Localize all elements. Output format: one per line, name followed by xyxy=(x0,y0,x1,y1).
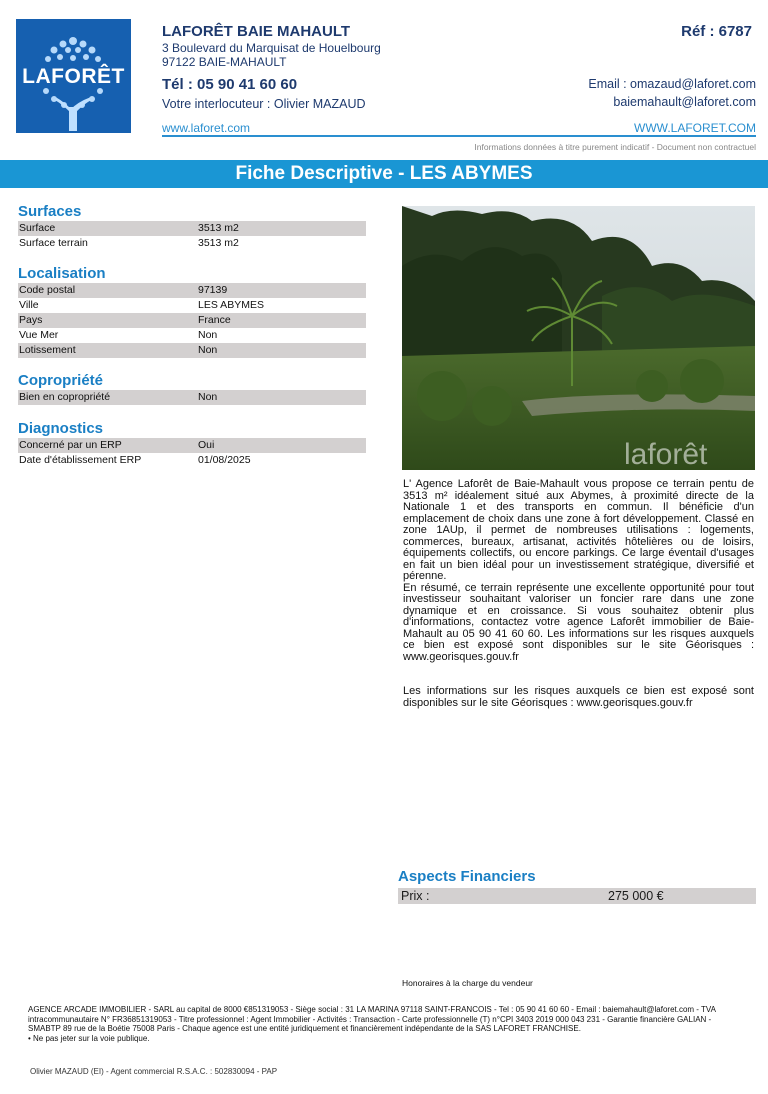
table-row xyxy=(18,298,366,313)
contact-email[interactable]: Email : omazaud@laforet.com xyxy=(588,77,756,91)
row-value: Non xyxy=(198,329,218,341)
table-row xyxy=(18,343,366,358)
agency-address-line2: 97122 BAIE-MAHAULT xyxy=(162,55,287,69)
row-value: Non xyxy=(198,391,218,403)
website-link[interactable]: www.laforet.com xyxy=(162,121,251,135)
table-row xyxy=(18,328,366,343)
row-label: Concerné par un ERP xyxy=(19,439,122,451)
row-label: Bien en copropriété xyxy=(19,391,111,403)
section-title: Localisation xyxy=(18,265,106,282)
page-title: Fiche Descriptive - LES ABYMES xyxy=(0,160,768,188)
row-label: Lotissement xyxy=(19,344,76,356)
description-paragraph: L' Agence Laforêt de Baie-Mahault vous propose ce terrain pentu de 3513 m² idéalement situé aux Abymes, à proximité directe de la Nationale 1 et des transports en commun. Il bénéficie d'un emplacement de choix dans une zone à fort développement. Classé en zone 1AUp, il permet de nombreuses utilisations : logements, commerces, bureaux, artisanat, activités hôtelières ou de loisirs, équipements collectifs, ou encore parkings. Ce large éventail d'usages en fait un bien idéal pour un investissement stratégique, diversifié et pérenne. xyxy=(403,478,754,582)
agency-name: LAFORÊT BAIE MAHAULT xyxy=(162,23,351,40)
photo-watermark: laforêt xyxy=(624,438,708,470)
table-row xyxy=(18,390,366,405)
table-row xyxy=(18,221,366,236)
row-label: Ville xyxy=(19,299,39,311)
row-value: 3513 m2 xyxy=(198,237,239,249)
table-row xyxy=(18,313,366,328)
section-title: Surfaces xyxy=(18,203,82,220)
row-label: Vue Mer xyxy=(19,329,59,341)
row-value: 3513 m2 xyxy=(198,222,239,234)
legal-text: AGENCE ARCADE IMMOBILIER - SARL au capital de 8000 €851319053 - Siège social : 31 LA MARINA 97118 SAINT-FRANCOIS - Tel : 05 90 41 60 60 - Email : baiemahault@laforet.com - TVA intracommunautaire N° FR36851319053 - Titre professionnel : Agent Immobilier - Activités : Transaction - Carte professionnelle (T) n°CPI 3403 2019 000 043 231 - Garantie financière GALIAN - SMABTP 89 rue de la Boétie 75008 Paris - Chaque agence est une entité juridiquement et financièrement indépendante de la SAS LAFORET FRANCHISE. xyxy=(28,1005,716,1033)
disclaimer: Informations données à titre purement indicatif - Document non contractuel xyxy=(474,142,756,152)
row-label: Surface terrain xyxy=(19,237,88,249)
row-value: LES ABYMES xyxy=(198,299,264,311)
row-label: Pays xyxy=(19,314,43,326)
section-localisation xyxy=(18,265,366,358)
row-value: Non xyxy=(198,344,218,356)
price-value: 275 000 € xyxy=(608,889,664,903)
agency-phone: Tél : 05 90 41 60 60 xyxy=(162,76,298,93)
property-photo xyxy=(402,206,755,470)
financial-title: Aspects Financiers xyxy=(398,868,536,885)
price-row xyxy=(398,888,756,904)
section-copropriete xyxy=(18,372,366,405)
row-label: Date d'établissement ERP xyxy=(19,454,142,466)
table-row xyxy=(18,236,366,251)
table-row xyxy=(18,453,366,468)
section-surfaces xyxy=(18,203,366,251)
agency-contact: Votre interlocuteur : Olivier MAZAUD xyxy=(162,97,366,111)
agency-address-line1: 3 Boulevard du Marquisat de Houelbourg xyxy=(162,41,381,55)
laforet-logo xyxy=(16,19,131,133)
table-row xyxy=(18,283,366,298)
row-value: France xyxy=(198,314,231,326)
footer-note: • Ne pas jeter sur la voie publique. xyxy=(28,1033,150,1043)
section-title: Copropriété xyxy=(18,372,104,389)
property-description xyxy=(403,479,754,709)
table-row xyxy=(18,438,366,453)
description-paragraph: Les informations sur les risques auxquels ce bien est exposé sont disponibles sur le site Géorisques : www.georisques.gouv.fr xyxy=(403,685,754,709)
header-divider xyxy=(162,135,756,137)
row-value: Oui xyxy=(198,439,215,451)
row-value: 01/08/2025 xyxy=(198,454,251,466)
row-label: Code postal xyxy=(19,284,76,296)
website-link-upper[interactable]: WWW.LAFORET.COM xyxy=(634,121,756,135)
agency-email[interactable]: baiemahault@laforet.com xyxy=(613,95,756,109)
price-label: Prix : xyxy=(401,889,430,903)
section-diagnostics xyxy=(18,420,366,468)
reference-number: Réf : 6787 xyxy=(681,23,752,40)
legal-footer xyxy=(28,1005,740,1043)
row-label: Surface xyxy=(19,222,56,234)
row-value: 97139 xyxy=(198,284,228,296)
description-paragraph: En résumé, ce terrain représente une excellente opportunité pour tout investisseur souhaitant valoriser un foncier rare dans une zone dynamique et en croissance. Si vous souhaitez obtenir plus d'informations, contactez votre agence Laforêt immobilier de Baie-Mahault au 05 90 41 60 60. Les informations sur les risques auxquels ce bien est exposé sont disponibles sur le site Géorisques : www.georisques.gouv.fr xyxy=(403,581,754,663)
land-photo-image xyxy=(402,206,755,470)
logo-text: LAFORÊT xyxy=(22,65,125,88)
section-title: Diagnostics xyxy=(18,420,104,437)
fees-note: Honoraires à la charge du vendeur xyxy=(402,978,533,988)
agent-info: Olivier MAZAUD (EI) - Agent commercial R.S.A.C. : 502830094 - PAP xyxy=(30,1067,278,1076)
